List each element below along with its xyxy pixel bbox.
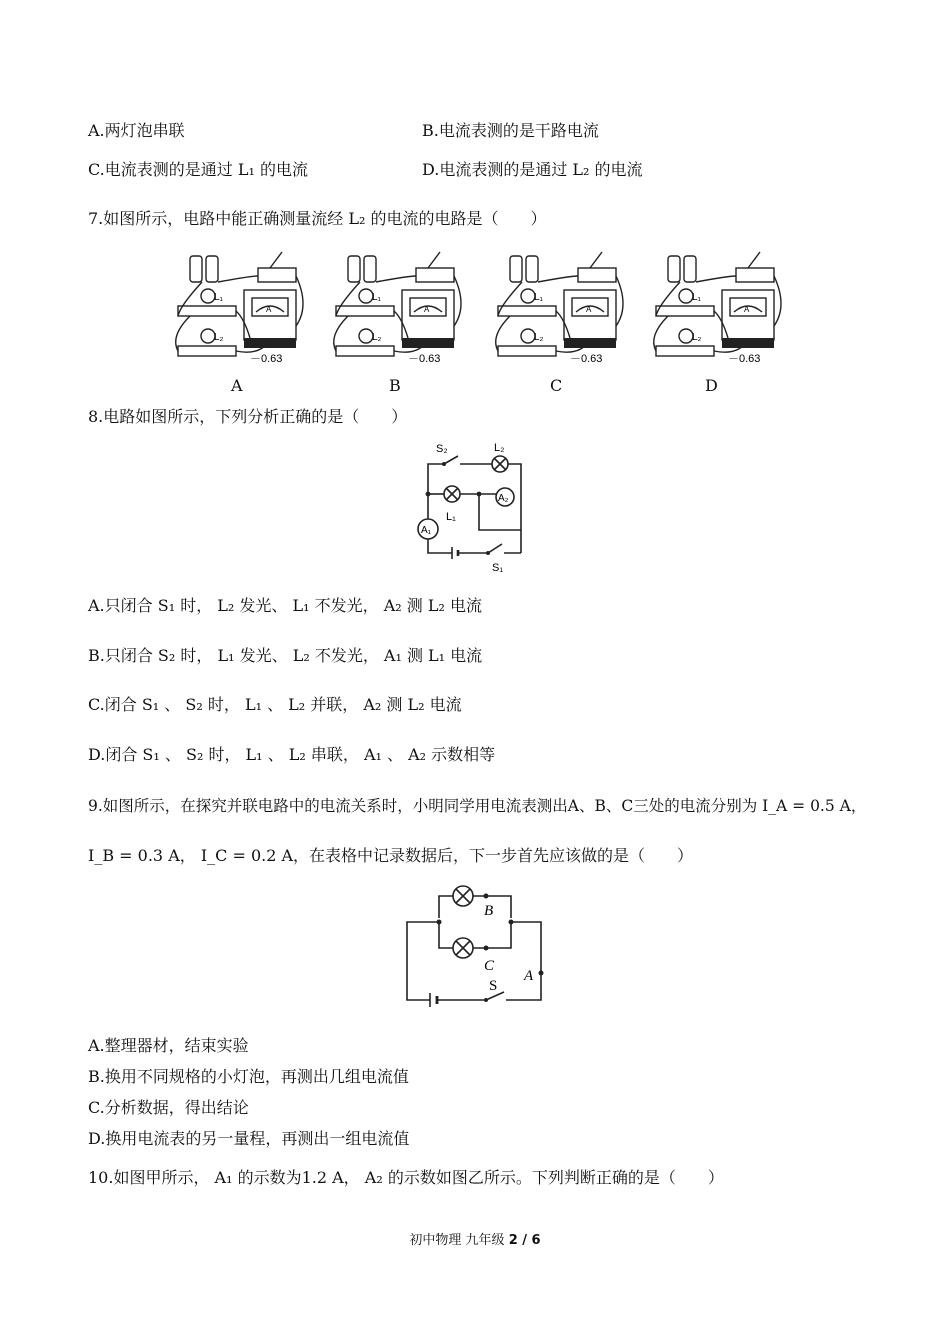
q9-option-d: D.换用电流表的另一量程，再测出一组电流值 [88,1129,410,1148]
q9-circuit-diagram [400,880,552,1010]
q8-s1-label: S₁ [492,562,504,574]
q8-s2-label: S₂ [436,443,448,455]
q8-option-a: A.只闭合 S₁ 时， L₂ 发光、 L₁ 不发光， A₂ 测 L₂ 电流 [88,596,482,615]
q7-l2-label: L₂ [534,332,544,343]
q9-stem-line1: 9.如图所示，在探究并联电路中的电流关系时，小明同学用电流表测出A、B、C三处的电流分别为 I_A = 0.5 A， [88,797,867,815]
q8-l1-label: L₁ [446,511,456,523]
q10-stem: 10.如图甲所示， A₁ 的示数为1.2 A， A₂ 的示数如图乙所示。下列判断正确的是（ ） [88,1168,724,1187]
q7-l2-label: L₂ [372,332,382,343]
q7-stem: 7.如图所示，电路中能正确测量流经 L₂ 的电流的电路是（ ） [88,209,547,228]
q6-option-b: B.电流表测的是干路电流 [422,121,599,140]
page-footer [0,1229,950,1248]
q6-option-a: A.两灯泡串联 [88,121,185,140]
q7-l2-label: L₂ [214,332,224,343]
q7-meter-label: A [266,305,272,314]
q7-l2-label: L₂ [692,332,702,343]
q9-option-a: A.整理器材，结束实验 [88,1036,249,1055]
q7-scale-label: －0.63 [570,353,603,365]
q7-scale-label: －0.63 [408,353,441,365]
q7-scale-label: －0.63 [250,353,283,365]
q7-l1-label: L₁ [534,292,543,303]
q8-circuit-diagram [408,438,540,578]
q8-a2-label: A₂ [498,493,509,504]
q7-l1-label: L₁ [372,292,381,303]
q7-label-c: C [550,376,563,395]
q7-scale-label: －0.63 [728,353,761,365]
q7-label-d: D [705,376,718,395]
q9-c-label: C [484,958,495,974]
q7-meter-label: A [744,305,750,314]
q7-figure [170,246,800,371]
footer-subject: 初中物理 九年级 [409,1233,505,1248]
q7-meter-label: A [586,305,592,314]
q9-b-label: B [484,903,494,919]
q6-option-d: D.电流表测的是通过 L₂ 的电流 [422,160,643,179]
q9-option-c: C.分析数据，得出结论 [88,1098,249,1117]
q7-l1-label: L₁ [692,292,701,303]
q9-option-b: B.换用不同规格的小灯泡，再测出几组电流值 [88,1067,409,1086]
q7-panel-c [496,252,623,365]
q8-stem: 8.电路如图所示，下列分析正确的是（ ） [88,407,408,426]
q7-l1-label: L₁ [214,292,223,303]
q8-option-d: D.闭合 S₁ 、 S₂ 时， L₁ 、 L₂ 串联， A₁ 、 A₂ 示数相等 [88,745,496,764]
q8-option-c: C.闭合 S₁ 、 S₂ 时， L₁ 、 L₂ 并联， A₂ 测 L₂ 电流 [88,695,462,714]
q7-panel-d [654,252,781,365]
q7-label-b: B [389,376,401,395]
q8-a1-label: A₁ [421,525,432,536]
q7-panel-b [334,252,461,365]
page-number: 2 / 6 [508,1233,541,1248]
q6-option-c: C.电流表测的是通过 L₁ 的电流 [88,160,308,179]
q8-option-b: B.只闭合 S₂ 时， L₁ 发光、 L₂ 不发光， A₁ 测 L₁ 电流 [88,646,483,665]
q8-l2-label: L₂ [494,442,505,454]
q7-meter-label: A [424,305,430,314]
q9-a-label: A [524,968,534,984]
q7-label-a: A [231,376,243,395]
q9-stem-line2: I_B = 0.3 A， I_C = 0.2 A，在表格中记录数据后，下一步首先应该做的是（ ） [88,846,694,865]
q7-panel-a [176,252,303,365]
q9-s-label: S [489,978,498,994]
